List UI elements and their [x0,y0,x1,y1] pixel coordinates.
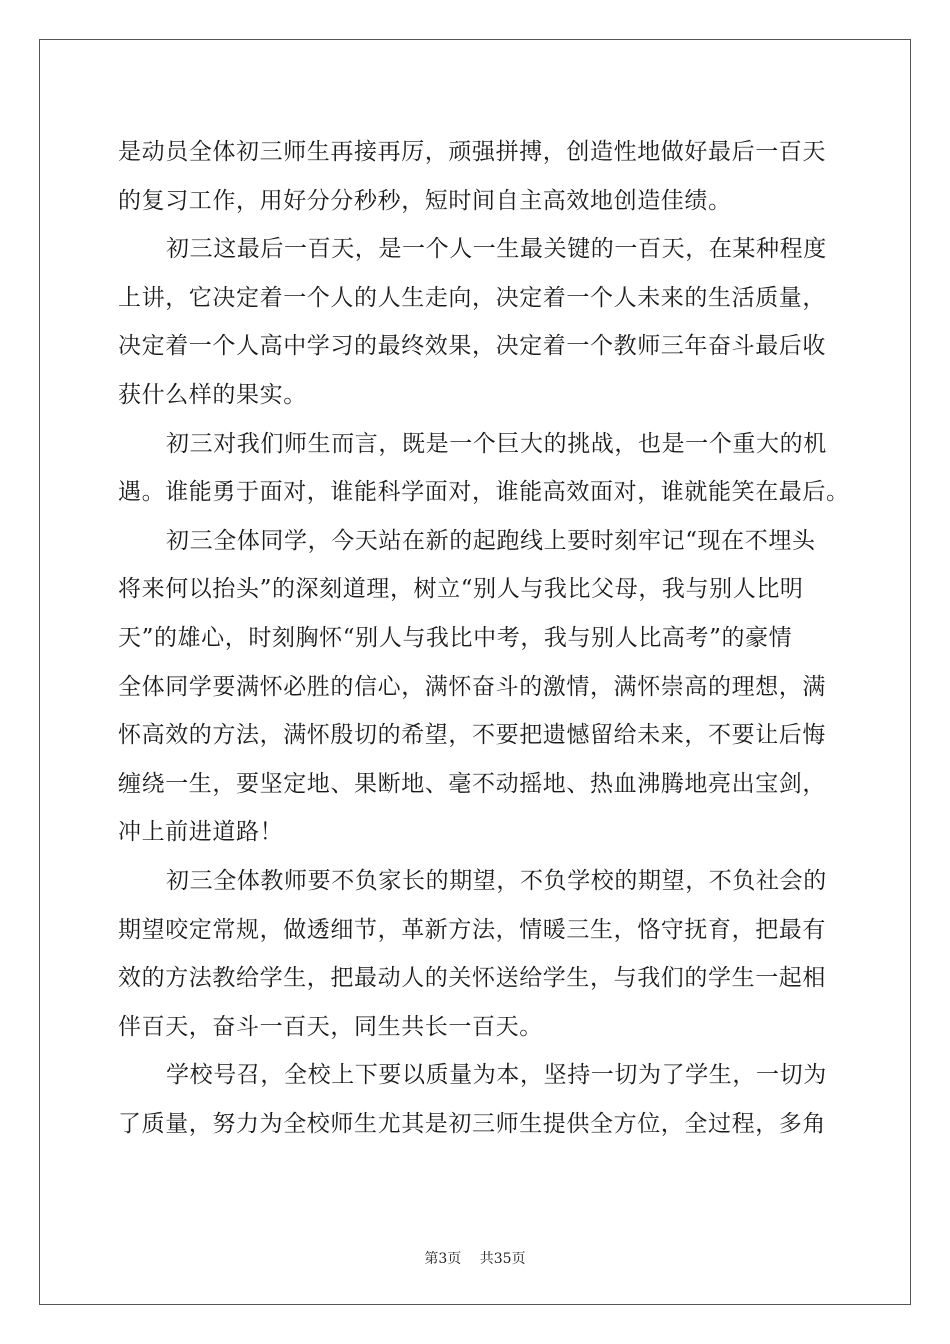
total-pages-label: 共35页 [479,1251,526,1267]
text-line: 初三对我们师生而言，既是一个巨大的挑战，也是一个重大的机 [166,430,827,457]
text-line: 冲上前进道路！ [118,819,284,846]
text-line: 遇。谁能勇于面对，谁能科学面对，谁能高效面对，谁就能笑在最后。 [118,479,850,506]
text-line: 的复习工作，用好分分秒秒，短时间自主高效地创造佳绩。 [118,187,732,214]
text-line: 缠绕一生，要坚定地、果断地、毫不动摇地、热血沸腾地亮出宝剑， [118,770,826,797]
document-body [118,128,850,1148]
text-line: 伴百天，奋斗一百天，同生共长一百天。 [118,1013,543,1040]
text-line: 期望咬定常规，做透细节，革新方法，情暖三生，恪守抚育，把最有 [118,916,826,943]
text-line: 将来何以抬头”的深刻道理，树立“别人与我比父母，我与别人比明 [118,576,804,603]
text-line: 效的方法教给学生，把最动人的关怀送给学生，与我们的学生一起相 [118,965,826,992]
text-line: 初三全体同学，今天站在新的起跑线上要时刻牢记“现在不埋头 [166,527,816,554]
page-footer [0,1248,950,1268]
text-line: 全体同学要满怀必胜的信心，满怀奋斗的激情，满怀崇高的理想，满 [118,673,826,700]
text-line: 学校号召，全校上下要以质量为本，坚持一切为了学生，一切为 [166,1062,827,1089]
text-line: 天”的雄心，时刻胸怀“别人与我比中考，我与别人比高考”的豪情 [118,624,793,651]
text-line: 上讲，它决定着一个人的人生走向，决定着一个人未来的生活质量， [118,284,826,311]
text-line: 怀高效的方法，满怀殷切的希望，不要把遗憾留给未来，不要让后悔 [118,722,826,749]
text-line: 了质量，努力为全校师生尤其是初三师生提供全方位，全过程，多角 [118,1110,826,1137]
text-line: 初三这最后一百天，是一个人一生最关键的一百天，在某种程度 [166,236,827,263]
text-line: 决定着一个人高中学习的最终效果，决定着一个教师三年奋斗最后收 [118,333,826,360]
text-line: 是动员全体初三师生再接再厉，顽强拼搏，创造性地做好最后一百天 [118,139,826,165]
current-page-label: 第3页 [424,1251,462,1267]
text-line: 初三全体教师要不负家长的期望，不负学校的期望，不负社会的 [166,867,827,894]
text-line: 获什么样的果实。 [118,381,307,408]
